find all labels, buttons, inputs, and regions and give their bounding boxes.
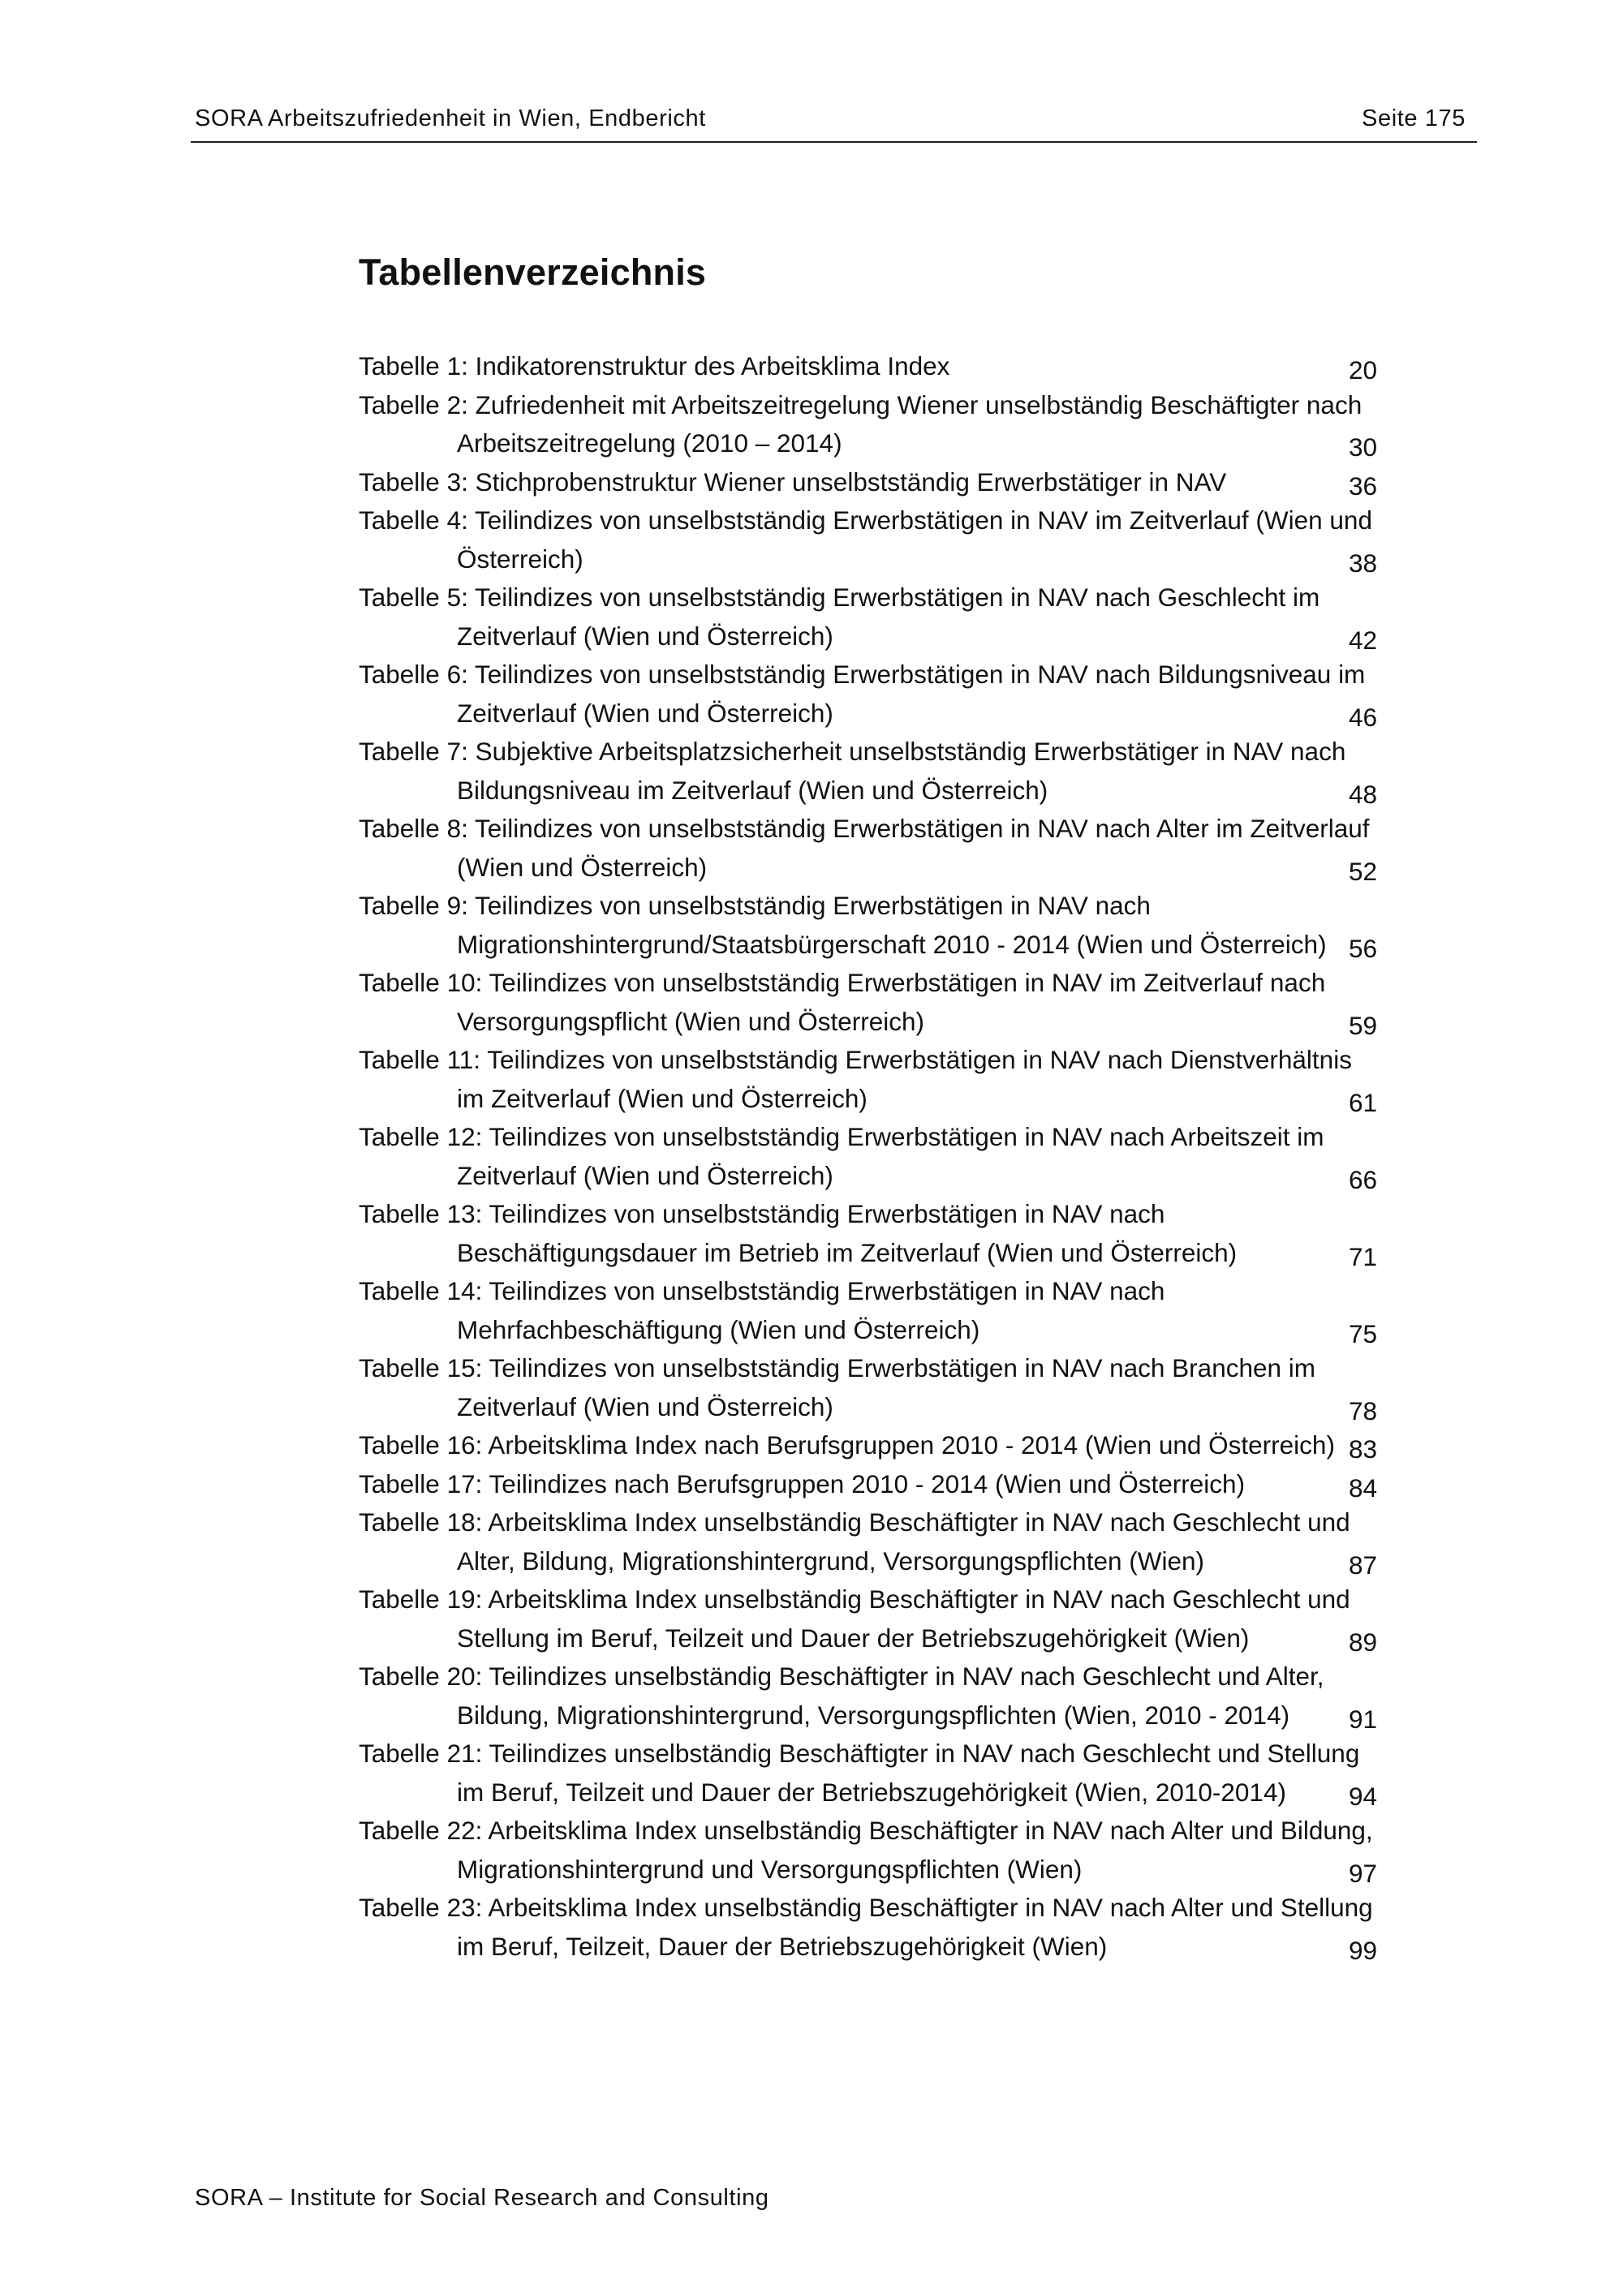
toc-entry-page-number: 71 [1349, 1241, 1378, 1271]
toc-entry-title: Stichprobenstruktur Wiener unselbstständig Erwerbstätiger in NAV [475, 467, 1227, 497]
toc-entry[interactable] [359, 1272, 1470, 1349]
toc-entry-title: Teilindizes von unselbstständig Erwerbstätigen in NAV nach Branchen im [489, 1353, 1316, 1382]
toc-entry[interactable] [359, 1812, 1470, 1889]
toc-entry-label: Tabelle 4: [359, 505, 476, 535]
toc-entry-label: Tabelle 14: [359, 1276, 489, 1305]
toc-entry-title-continued: Zeitverlauf (Wien und Österreich) [457, 698, 833, 728]
page-title: Tabellenverzeichnis [359, 252, 707, 293]
toc-entry-title-continued: Bildung, Migrationshintergrund, Versorgungspflichten (Wien, 2010 - 2014) [457, 1700, 1290, 1730]
toc-entry-title: Teilindizes von unselbstständig Erwerbstätigen in NAV nach Bildungsniveau im [475, 660, 1366, 689]
toc-entry[interactable] [359, 733, 1470, 810]
page-header [191, 104, 1477, 143]
toc-entry-title-continued: Migrationshintergrund und Versorgungspflichten (Wien) [457, 1854, 1083, 1884]
toc-entry-page-number: 56 [1349, 933, 1378, 963]
toc-entry-label: Tabelle 1: [359, 351, 476, 381]
toc-entry-label: Tabelle 23: [359, 1893, 489, 1922]
toc-entry-title: Teilindizes von unselbstständig Erwerbstätigen in NAV nach [489, 1276, 1165, 1305]
toc-entry-label: Tabelle 6: [359, 660, 476, 689]
toc-entry[interactable] [359, 1580, 1470, 1658]
toc-entry-title-continued: Arbeitszeitregelung (2010 – 2014) [457, 428, 842, 458]
toc-entry-title-continued: im Beruf, Teilzeit, Dauer der Betriebszugehörigkeit (Wien) [457, 1931, 1108, 1961]
toc-entry-label: Tabelle 13: [359, 1199, 489, 1228]
toc-entry[interactable] [359, 1889, 1470, 1966]
toc-entry[interactable] [359, 463, 1470, 502]
toc-entry[interactable] [359, 887, 1470, 964]
header-document-title: SORA Arbeitszufriedenheit in Wien, Endbericht [195, 105, 706, 131]
toc-entry-title-continued: Zeitverlauf (Wien und Österreich) [457, 1391, 833, 1421]
toc-entry-label: Tabelle 15: [359, 1353, 489, 1382]
toc-entry-page-number: 84 [1349, 1473, 1378, 1503]
toc-entry-page-number: 91 [1349, 1704, 1378, 1734]
toc-entry-title-continued: Alter, Bildung, Migrationshintergrund, Versorgungspflichten (Wien) [457, 1546, 1204, 1576]
toc-entry-page-number: 46 [1349, 702, 1378, 732]
toc-entry-label: Tabelle 2: [359, 389, 476, 419]
toc-entry-title: Arbeitsklima Index unselbständig Beschäftigter in NAV nach Geschlecht und [488, 1507, 1350, 1537]
toc-entry-page-number: 83 [1349, 1434, 1378, 1464]
toc-entry[interactable] [359, 1349, 1470, 1426]
toc-entry[interactable] [359, 578, 1470, 656]
toc-entry-title: Teilindizes von unselbstständig Erwerbstätigen in NAV nach Arbeitszeit im [489, 1122, 1324, 1151]
toc-entry[interactable] [359, 1426, 1470, 1465]
toc-entry[interactable] [359, 1735, 1470, 1812]
toc-entry-title-continued: im Beruf, Teilzeit und Dauer der Betriebszugehörigkeit (Wien, 2010-2014) [457, 1777, 1286, 1807]
toc-entry-title-continued: Beschäftigungsdauer im Betrieb im Zeitverlauf (Wien und Österreich) [457, 1237, 1238, 1267]
toc-entry[interactable] [359, 386, 1470, 463]
toc-entry-page-number: 52 [1349, 856, 1378, 886]
toc-entry-title-continued: Migrationshintergrund/Staatsbürgerschaft 2010 - 2014 (Wien und Österreich) [457, 929, 1327, 959]
toc-entry-title: Teilindizes von unselbstständig Erwerbstätigen in NAV nach Dienstverhältnis [487, 1045, 1352, 1074]
toc-entry-page-number: 97 [1349, 1858, 1378, 1888]
toc-entry-page-number: 36 [1349, 471, 1378, 501]
toc-entry-page-number: 42 [1349, 625, 1378, 655]
toc-entry-page-number: 94 [1349, 1781, 1378, 1811]
toc-entry-title-continued: Mehrfachbeschäftigung (Wien und Österreich) [457, 1314, 980, 1344]
toc-entry-page-number: 20 [1349, 355, 1378, 385]
toc-entry-label: Tabelle 12: [359, 1122, 489, 1151]
toc-entry-title: Arbeitsklima Index unselbständig Beschäftigter in NAV nach Alter und Stellung [488, 1893, 1373, 1922]
toc-entry-page-number: 30 [1349, 432, 1378, 462]
toc-entry-label: Tabelle 10: [359, 968, 489, 997]
toc-entry[interactable] [359, 964, 1470, 1041]
toc-entry-page-number: 48 [1349, 779, 1378, 809]
toc-entry-title: Arbeitsklima Index unselbständig Beschäftigter in NAV nach Alter und Bildung, [488, 1816, 1373, 1845]
toc-entry-title-continued: Österreich) [457, 544, 583, 574]
page-footer: SORA – Institute for Social Research and Consulting [195, 2185, 769, 2211]
toc-entry-page-number: 38 [1349, 548, 1378, 578]
toc-entry-page-number: 75 [1349, 1318, 1378, 1348]
toc-entry-title: Zufriedenheit mit Arbeitszeitregelung Wiener unselbständig Beschäftigter nach [475, 389, 1363, 419]
toc-entry-title: Teilindizes nach Berufsgruppen 2010 - 2014 (Wien und Österreich) [489, 1468, 1246, 1498]
toc-entry-label: Tabelle 19: [359, 1584, 489, 1614]
toc-entry-title: Teilindizes von unselbstständig Erwerbstätigen in NAV im Zeitverlauf nach [489, 968, 1326, 997]
toc-entry-page-number: 59 [1349, 1010, 1378, 1040]
toc-entry-title-continued: Zeitverlauf (Wien und Österreich) [457, 1160, 833, 1190]
toc-entry-title-continued: Zeitverlauf (Wien und Österreich) [457, 621, 833, 651]
toc-entry-title: Teilindizes von unselbstständig Erwerbstätigen in NAV nach Alter im Zeitverlauf [475, 814, 1370, 843]
toc-entry-title: Subjektive Arbeitsplatzsicherheit unselbstständig Erwerbstätiger in NAV nach [475, 737, 1346, 766]
toc-entry-page-number: 66 [1349, 1164, 1378, 1194]
toc-entry[interactable] [359, 1041, 1470, 1118]
toc-entry-title: Teilindizes von unselbstständig Erwerbstätigen in NAV nach Geschlecht im [475, 583, 1320, 612]
toc-entry-label: Tabelle 8: [359, 814, 476, 843]
toc-entry[interactable] [359, 656, 1470, 733]
toc-entry[interactable] [359, 1195, 1470, 1272]
toc-entry-label: Tabelle 20: [359, 1662, 489, 1691]
toc-entry-label: Tabelle 22: [359, 1816, 489, 1845]
toc-entry-title-continued: Bildungsniveau im Zeitverlauf (Wien und Österreich) [457, 775, 1048, 805]
toc-entry-title: Teilindizes unselbständig Beschäftigter in NAV nach Geschlecht und Alter, [489, 1662, 1324, 1691]
toc-entry-page-number: 61 [1349, 1087, 1378, 1117]
toc-entry-title: Teilindizes unselbständig Beschäftigter in NAV nach Geschlecht und Stellung [489, 1739, 1360, 1768]
toc-entry-title-continued: im Zeitverlauf (Wien und Österreich) [457, 1083, 867, 1113]
toc-entry-title-continued: (Wien und Österreich) [457, 852, 708, 882]
toc-entry-title: Teilindizes von unselbstständig Erwerbstätigen in NAV nach [475, 891, 1151, 920]
header-page-number: Seite 175 [1362, 105, 1466, 131]
toc-entry-title-continued: Versorgungspflicht (Wien und Österreich) [457, 1006, 924, 1036]
toc-entry[interactable] [359, 1118, 1470, 1195]
toc-entry[interactable] [359, 1465, 1470, 1504]
toc-entry[interactable] [359, 1503, 1470, 1580]
toc-entry-label: Tabelle 21: [359, 1739, 489, 1768]
toc-entry-title: Teilindizes von unselbstständig Erwerbstätigen in NAV im Zeitverlauf (Wien und [475, 505, 1372, 535]
toc-entry-title: Arbeitsklima Index nach Berufsgruppen 2010 - 2014 (Wien und Österreich) [488, 1430, 1335, 1460]
toc-entry[interactable] [359, 1658, 1470, 1735]
toc-entry-title: Indikatorenstruktur des Arbeitsklima Index [475, 351, 950, 381]
toc-entry-page-number: 99 [1349, 1935, 1378, 1965]
toc-entry-title-continued: Stellung im Beruf, Teilzeit und Dauer der Betriebszugehörigkeit (Wien) [457, 1623, 1250, 1653]
toc-entry-label: Tabelle 11: [359, 1045, 488, 1074]
toc-entry-label: Tabelle 16: [359, 1430, 489, 1460]
toc-entry-label: Tabelle 7: [359, 737, 476, 766]
toc-entry[interactable] [359, 810, 1470, 887]
toc-entry-label: Tabelle 5: [359, 583, 476, 612]
toc-entry-label: Tabelle 3: [359, 467, 476, 497]
toc-entry[interactable] [359, 347, 1470, 386]
toc-entry-page-number: 89 [1349, 1627, 1378, 1657]
toc-entry-title: Teilindizes von unselbstständig Erwerbstätigen in NAV nach [489, 1199, 1165, 1228]
table-of-tables [359, 347, 1470, 1966]
toc-entry[interactable] [359, 501, 1470, 578]
toc-entry-label: Tabelle 18: [359, 1507, 489, 1537]
toc-entry-title: Arbeitsklima Index unselbständig Beschäftigter in NAV nach Geschlecht und [488, 1584, 1350, 1614]
toc-entry-page-number: 87 [1349, 1550, 1378, 1580]
toc-entry-page-number: 78 [1349, 1395, 1378, 1425]
toc-entry-label: Tabelle 17: [359, 1468, 489, 1498]
toc-entry-label: Tabelle 9: [359, 891, 476, 920]
